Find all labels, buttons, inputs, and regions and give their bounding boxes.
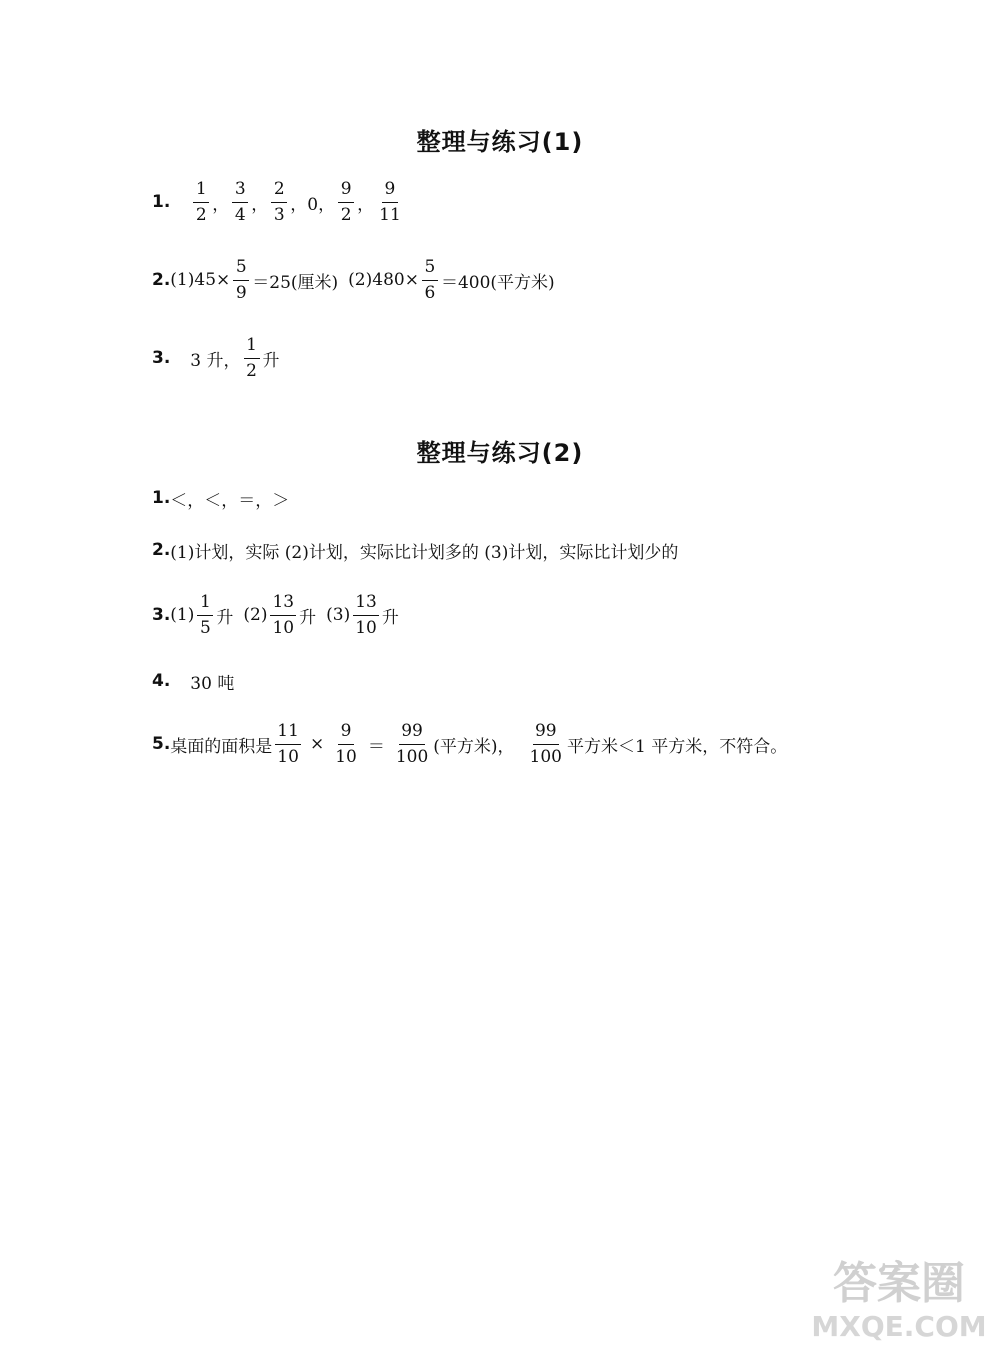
fraction: $\frac{1}{5}$ <box>197 594 213 637</box>
answer-1-2: 2. (1)45× $\frac{5}{9}$ ＝25(厘米) (2)480× $\frac{5}{6}$ ＝400(平方米) <box>152 256 555 303</box>
fraction: $\frac{9}{10}$ <box>335 720 357 767</box>
watermark-top-text: 答案圈 <box>833 1258 965 1309</box>
answer-1-1: 1. $\frac{1}{2}$ ， $\frac{3}{4}$ ， $\frac{2}{3}$ ， 0， $\frac{9}{2}$ ， $\frac{9}{11}$ <box>152 178 401 225</box>
fraction: $\frac{5}{6}$ <box>422 259 438 302</box>
answer-2-1: 1. ＜，＜，＝，＞ <box>152 488 290 511</box>
section-title-2: 整理与练习(2) <box>416 439 584 467</box>
fraction: $\frac{2}{3}$ <box>271 181 287 224</box>
fraction: $\frac{13}{10}$ <box>355 591 377 638</box>
fraction: $\frac{3}{4}$ <box>232 181 248 224</box>
question-number: 3. <box>152 348 171 368</box>
fraction: $\frac{5}{9}$ <box>233 259 249 302</box>
fraction: $\frac{13}{10}$ <box>272 591 295 638</box>
question-number: 1. <box>152 488 171 508</box>
question-number: 1. <box>152 192 171 212</box>
question-number: 4. <box>152 671 171 691</box>
fraction: $\frac{9}{11}$ <box>379 178 401 225</box>
watermark-bottom-text: MXQE.COM <box>811 1310 987 1343</box>
question-number: 2. <box>152 540 171 560</box>
answer-2-5: 5. 桌面的面积是 $\frac{11}{10}$ × $\frac{9}{10}$ ＝ $\frac{99}{100}$ (平方米)， $\frac{99}{100}$ 平方米＜1 平方米，不符合。 <box>152 720 788 767</box>
section-title-1: 整理与练习(1) <box>416 128 584 156</box>
fraction: $\frac{99}{100}$ <box>529 720 562 767</box>
fraction: $\frac{1}{2}$ <box>244 337 260 380</box>
fraction: $\frac{99}{100}$ <box>395 720 429 767</box>
question-number: 3. <box>152 605 171 625</box>
fraction: $\frac{11}{10}$ <box>277 720 299 767</box>
fraction: $\frac{1}{2}$ <box>193 181 209 224</box>
question-number: 2. <box>152 270 171 290</box>
answer-2-3: 3. (1) $\frac{1}{5}$ 升 (2) $\frac{13}{10}$ 升 (3) $\frac{13}{10}$ 升 <box>152 591 399 638</box>
question-number: 5. <box>152 734 171 754</box>
answer-1-3: 3. 3 升， $\frac{1}{2}$ 升 <box>152 334 280 381</box>
answer-2-4: 4. 30 吨 <box>152 671 235 694</box>
fraction: $\frac{9}{2}$ <box>338 181 354 224</box>
answer-2-2: 2. (1)计划，实际 (2)计划，实际比计划多的 (3)计划，实际比计划少的 <box>152 540 679 563</box>
watermark-logo <box>807 1236 992 1346</box>
